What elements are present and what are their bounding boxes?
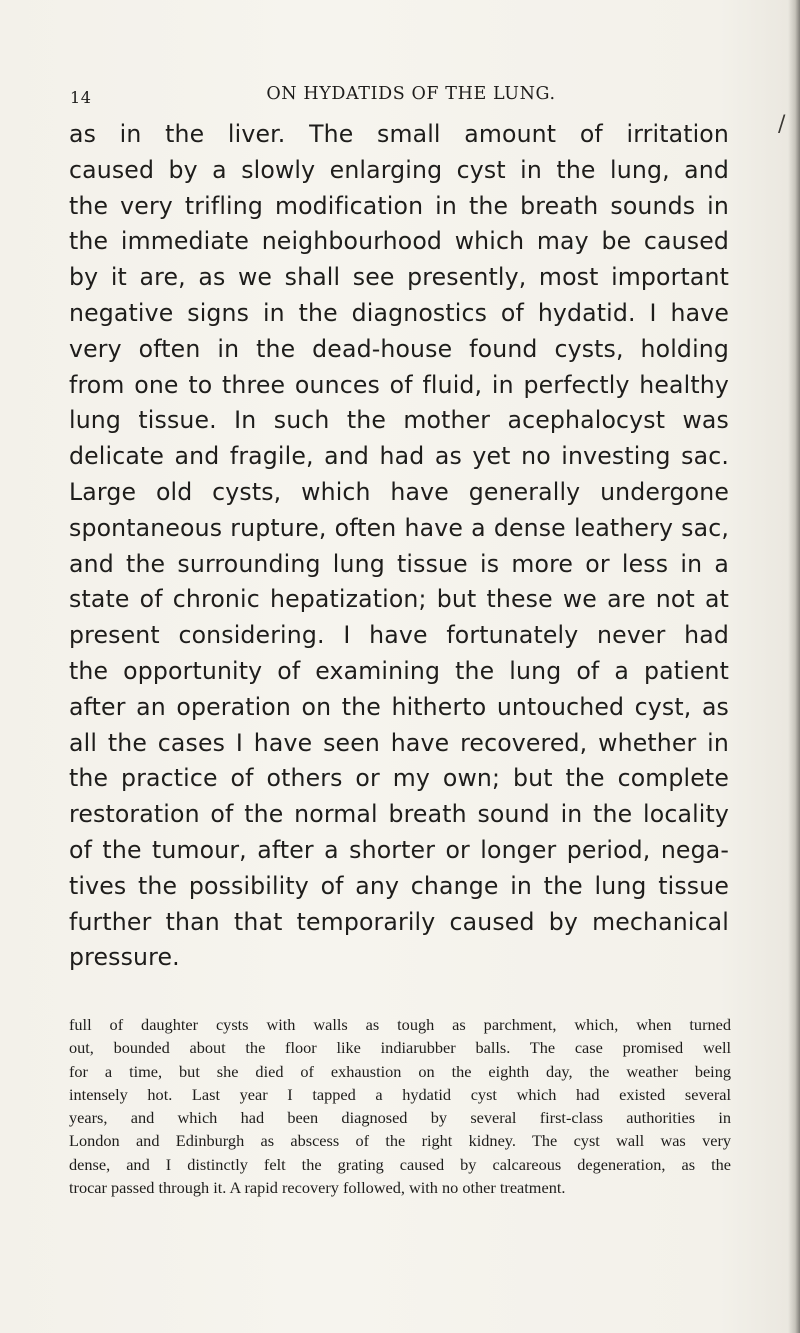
- body-line: lung tissue. In such the mother acephalocyst was: [69, 406, 729, 435]
- footnote-line: London and Edinburgh as abscess of the right kidney. The cyst wall was very: [69, 1131, 731, 1151]
- body-line: from one to three ounces of fluid, in perfectly healthy: [69, 370, 729, 399]
- body-text: [69, 117, 729, 976]
- body-line: delicate and fragile, and had as yet no investing sac.: [69, 442, 729, 471]
- page-edge-shadow: [788, 0, 800, 1333]
- footnote-line: out, bounded about the floor like indiarubber balls. The case promised well: [69, 1038, 731, 1058]
- margin-pencil-mark: /: [778, 112, 786, 137]
- body-line: all the cases I have seen have recovered, whether in: [69, 728, 729, 757]
- footnote-line: intensely hot. Last year I tapped a hydatid cyst which had existed several: [69, 1084, 731, 1104]
- body-line: by it are, as we shall see presently, most important: [69, 263, 729, 292]
- body-line: tives the possibility of any change in the lung tissue: [69, 871, 729, 900]
- body-line: Large old cysts, which have generally undergone: [69, 477, 729, 506]
- body-line: after an operation on the hitherto untouched cyst, as: [69, 692, 729, 721]
- body-line: as in the liver. The small amount of irritation: [69, 120, 729, 148]
- body-line: restoration of the normal breath sound in the locality: [69, 800, 729, 829]
- body-line: the opportunity of examining the lung of a patient: [69, 656, 729, 685]
- running-title: ON HYDATIDS OF THE LUNG.: [266, 84, 556, 104]
- body-line: the practice of others or my own; but the complete: [69, 764, 729, 793]
- body-line: present considering. I have fortunately never had: [69, 621, 729, 650]
- body-line: the immediate neighbourhood which may be caused: [69, 227, 729, 256]
- body-line: and the surrounding lung tissue is more or less in a: [69, 549, 729, 578]
- body-line: state of chronic hepatization; but these we are not at: [69, 585, 729, 614]
- footnote-line: years, and which had been diagnosed by several first-class authorities in: [69, 1108, 731, 1128]
- body-line: very often in the dead-house found cysts, holding: [69, 334, 729, 363]
- footnote-line: full of daughter cysts with walls as tough as parchment, which, when turned: [69, 1015, 731, 1034]
- body-line: negative signs in the diagnostics of hydatid. I have: [69, 298, 729, 327]
- page-number: 14: [70, 88, 92, 107]
- footnote-line: dense, and I distinctly felt the grating caused by calcareous degeneration, as the: [69, 1154, 731, 1174]
- footnote-line: for a time, but she died of exhaustion on the eighth day, the weather being: [69, 1061, 731, 1081]
- body-line: pressure.: [69, 943, 180, 972]
- body-line: the very trifling modification in the breath sounds in: [69, 191, 729, 220]
- body-line: further than that temporarily caused by mechanical: [69, 907, 729, 936]
- body-line: of the tumour, after a shorter or longer period, nega-: [69, 835, 729, 864]
- body-line: spontaneous rupture, often have a dense leathery sac,: [69, 513, 729, 542]
- footnote-line: trocar passed through it. A rapid recovery followed, with no other treatment.: [69, 1178, 566, 1198]
- footnote: [69, 1013, 731, 1199]
- body-line: caused by a slowly enlarging cyst in the lung, and: [69, 155, 729, 184]
- page-header: [70, 84, 730, 110]
